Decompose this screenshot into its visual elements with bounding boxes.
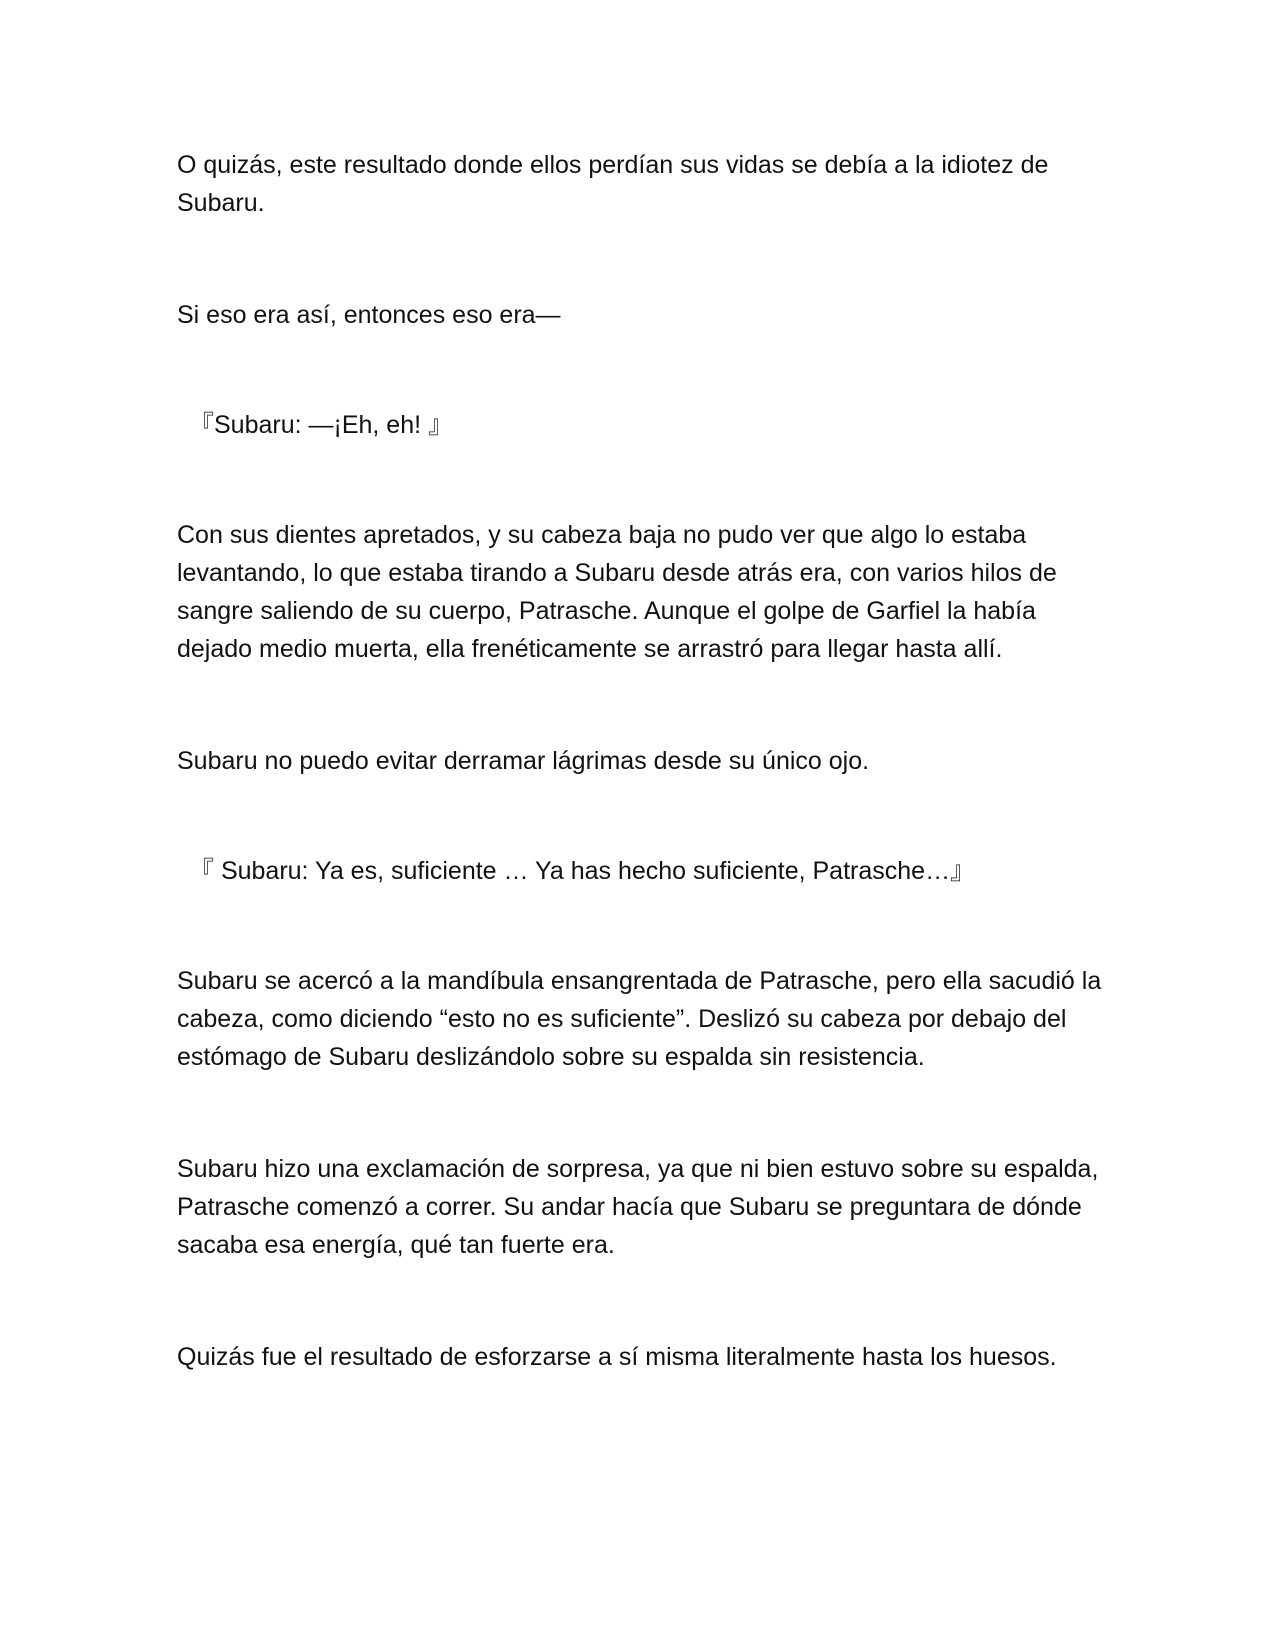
paragraph-7: Quizás fue el resultado de esforzarse a sí misma literalmente hasta los huesos.: [177, 1343, 1057, 1371]
text-column: [177, 146, 1102, 1376]
dialogue-line-1: 『Subaru: —¡Eh, eh! 』: [189, 411, 454, 439]
paragraph-5: Subaru se acercó a la mandíbula ensangrentada de Patrasche, pero ella sacudió la cabeza, como diciendo “esto no es suficiente”. Deslizó su cabeza por debajo del estómago de Subaru deslizándolo sobre su espalda sin resistencia.: [177, 967, 1102, 1071]
paragraph-6: Subaru hizo una exclamación de sorpresa, ya que ni bien estuvo sobre su espalda, Patrasche comenzó a correr. Su andar hacía que Subaru se preguntara de dónde sacaba esa energía, qué tan fuerte era.: [177, 1155, 1099, 1259]
paragraph-3: Con sus dientes apretados, y su cabeza baja no pudo ver que algo lo estaba levantando, lo que estaba tirando a Subaru desde atrás era, con varios hilos de sangre saliendo de su cuerpo, Patrasche. Aunque el golpe de Garfiel la había dejado medio muerta, ella frenéticamente se arrastró para llegar hasta allí.: [177, 521, 1057, 663]
paragraph-1: O quizás, este resultado donde ellos perdían sus vidas se debía a la idiotez de Subaru.: [177, 151, 1049, 217]
dialogue-line-2: 『 Subaru: Ya es, suficiente … Ya has hecho suficiente, Patrasche…』: [189, 857, 976, 885]
paragraph-4: Subaru no puedo evitar derramar lágrimas desde su único ojo.: [177, 747, 870, 775]
paragraph-2: Si eso era así, entonces eso era—: [177, 301, 561, 329]
